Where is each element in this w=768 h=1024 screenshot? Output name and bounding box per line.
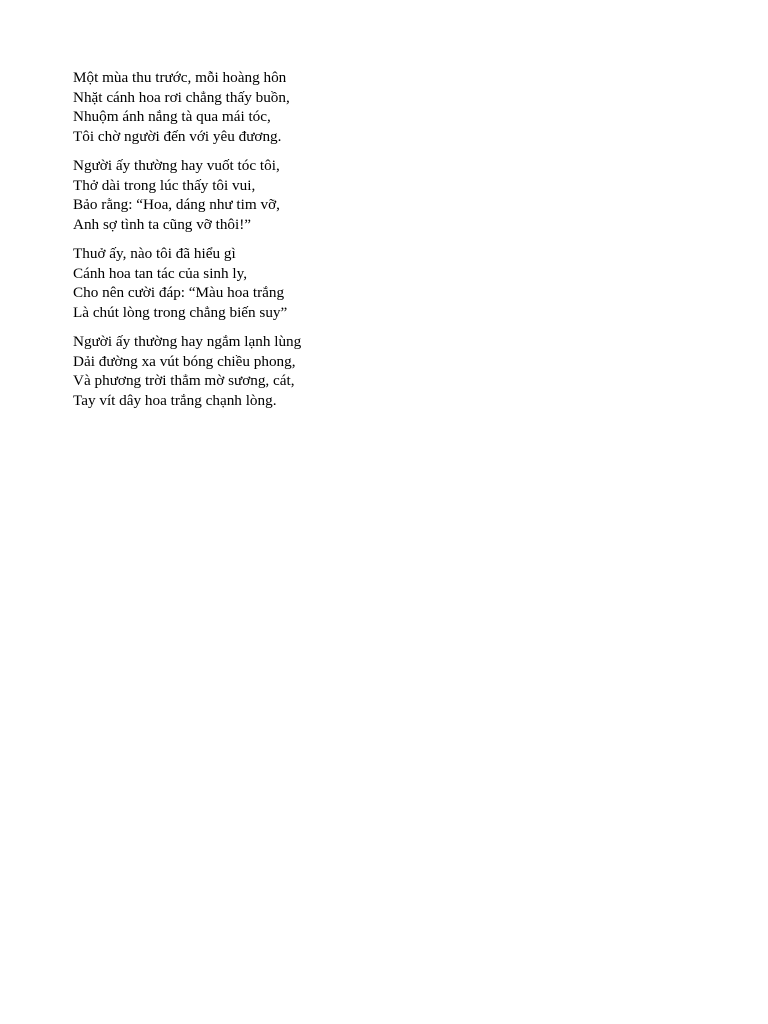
poem-line: Nhuộm ánh nắng tà qua mái tóc, <box>73 108 271 126</box>
poem-line: Dải đường xa vút bóng chiều phong, <box>73 352 296 370</box>
poem-line: Người ấy thường hay vuốt tóc tôi, <box>73 156 280 174</box>
poem-line: Nhặt cánh hoa rơi chẳng thấy buồn, <box>73 88 290 106</box>
poem-line: Và phương trời thẳm mờ sương, cát, <box>73 372 295 390</box>
poem-line: Cho nên cười đáp: “Màu hoa trắng <box>73 284 285 302</box>
poem-line: Tôi chờ người đến với yêu đương. <box>73 127 282 145</box>
stanza-2 <box>73 156 693 234</box>
poem-body <box>73 68 693 420</box>
stanza-1 <box>73 68 693 146</box>
poem-line: Tay vít dây hoa trắng chạnh lòng. <box>73 391 277 409</box>
poem-line: Bảo rằng: “Hoa, dáng như tim vỡ, <box>73 196 280 214</box>
stanza-3 <box>73 244 693 322</box>
poem-line: Thở dài trong lúc thấy tôi vui, <box>73 176 256 194</box>
poem-line: Anh sợ tình ta cũng vỡ thôi!” <box>73 215 252 233</box>
poem-line: Thuở ấy, nào tôi đã hiểu gì <box>73 244 236 262</box>
poem-line: Một mùa thu trước, mỗi hoàng hôn <box>73 69 287 86</box>
poem-line: Là chút lòng trong chẳng biến suy” <box>73 303 288 321</box>
stanza-4 <box>73 332 693 410</box>
poem-line: Cánh hoa tan tác của sinh ly, <box>73 264 248 282</box>
poem-line: Người ấy thường hay ngắm lạnh lùng <box>73 332 302 350</box>
